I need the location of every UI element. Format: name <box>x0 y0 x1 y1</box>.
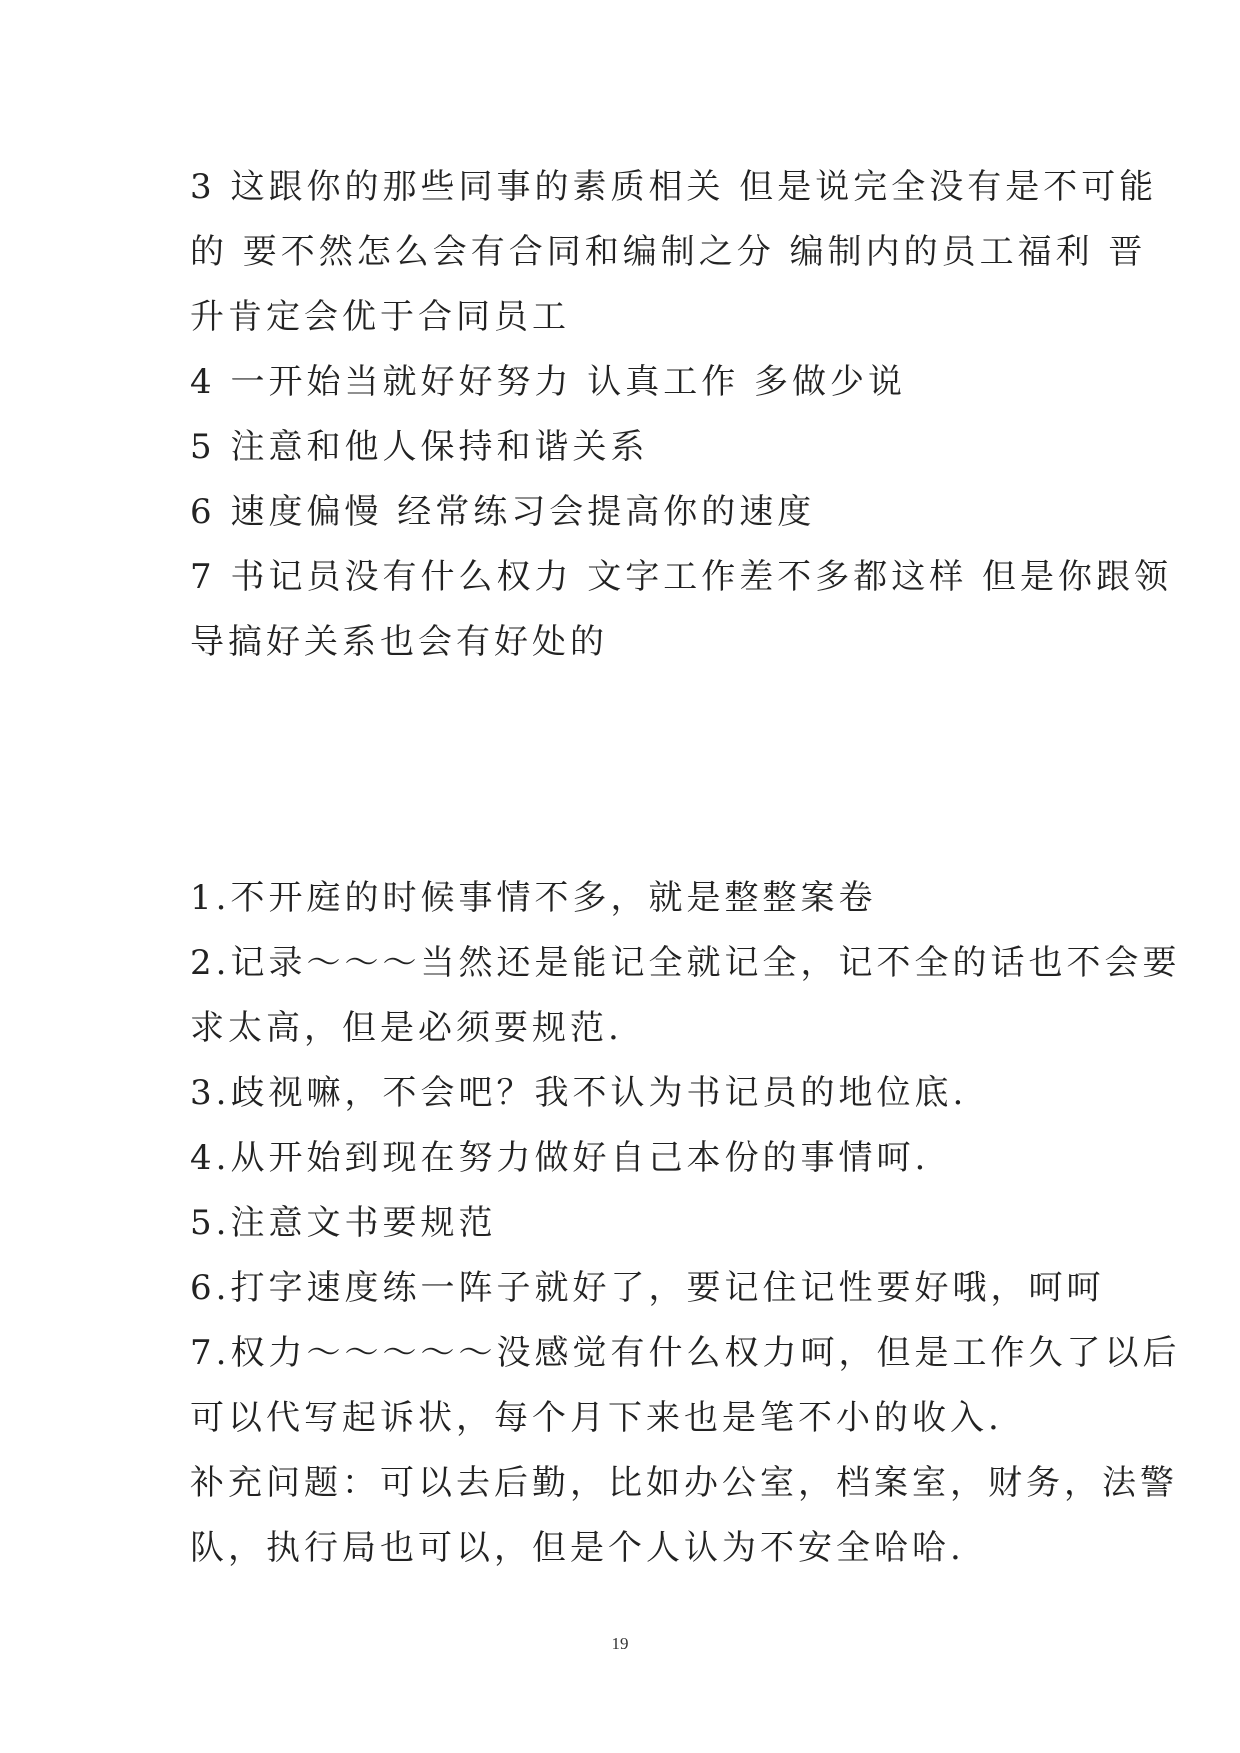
text-line: 6.打字速度练一阵子就好了，要记住记性要好哦，呵呵 <box>190 1268 1105 1308</box>
text-line: 补充问题：可以去后勤，比如办公室，档案室，财务，法警 <box>190 1463 1178 1503</box>
text-line: 5 注意和他人保持和谐关系 <box>190 427 649 467</box>
text-line: 求太高，但是必须要规范. <box>190 1008 623 1048</box>
text-line: 队，执行局也可以，但是个人认为不安全哈哈. <box>190 1528 965 1568</box>
text-line: 可以代写起诉状，每个月下来也是笔不小的收入. <box>190 1398 1003 1438</box>
text-line: 3 这跟你的那些同事的素质相关 但是说完全没有是不可能 <box>190 167 1158 207</box>
answer-block-2 <box>190 866 1181 1581</box>
text-line: 导搞好关系也会有好处的 <box>190 622 608 662</box>
text-line: 4.从开始到现在努力做好自己本份的事情呵. <box>190 1138 930 1178</box>
text-line: 7.权力～～～～～没感觉有什么权力呵，但是工作久了以后 <box>190 1333 1181 1373</box>
text-line: 6 速度偏慢 经常练习会提高你的速度 <box>190 492 816 532</box>
text-line: 7 书记员没有什么权力 文字工作差不多都这样 但是你跟领 <box>190 557 1173 597</box>
text-line: 2.记录～～～当然还是能记全就记全，记不全的话也不会要 <box>190 943 1181 983</box>
text-line: 5.注意文书要规范 <box>190 1203 497 1243</box>
text-line: 的 要不然怎么会有合同和编制之分 编制内的员工福利 晋 <box>190 232 1147 272</box>
text-line: 1.不开庭的时候事情不多，就是整整案卷 <box>190 878 877 918</box>
text-line: 4 一开始当就好好努力 认真工作 多做少说 <box>190 362 907 402</box>
text-line: 升肯定会优于合同员工 <box>190 297 570 337</box>
answer-block-1 <box>190 155 1173 675</box>
page-number: 19 <box>611 1634 629 1653</box>
text-line: 3.歧视嘛，不会吧？我不认为书记员的地位底. <box>190 1073 968 1113</box>
